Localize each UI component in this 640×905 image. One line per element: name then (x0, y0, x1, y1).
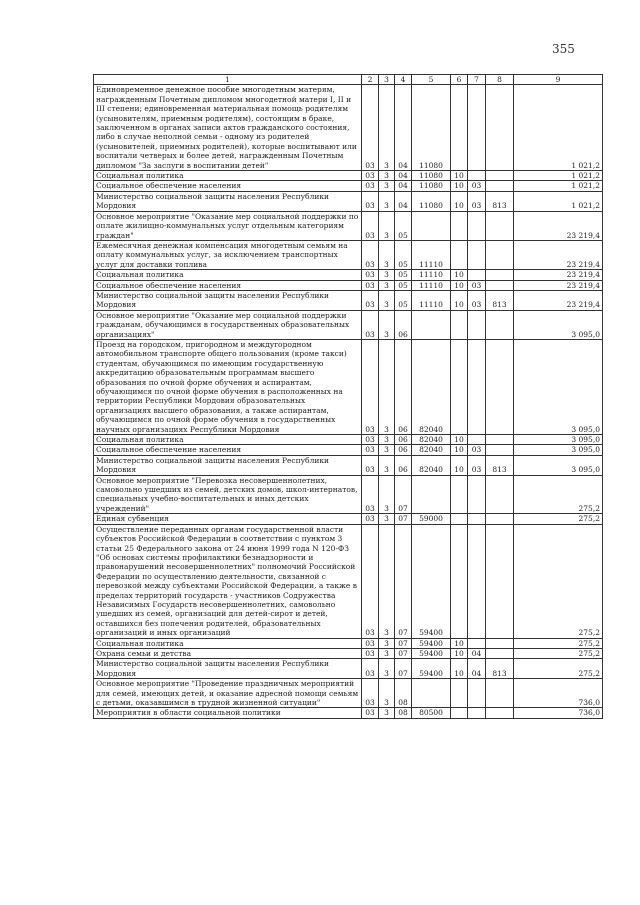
row-code-c8 (486, 524, 514, 638)
row-code-c7: 03 (468, 280, 486, 290)
row-amount: 23 219,4 (514, 270, 603, 280)
table-header-row (94, 75, 603, 85)
row-amount: 23 219,4 (514, 240, 603, 269)
row-code-c6 (451, 524, 468, 638)
row-amount: 1 021,2 (514, 171, 603, 181)
row-name: Единовременное денежное пособие многодетным матерям, награжденным Почетным дипломом многодетной матери I, II и III степени; единовременная материальная помощь родителям (усыновителям, приемным родителям), состоящим в браке, заключенном в органах записи актов гражданского состояния, либо в случае неполной семьи - одному из родителей (усыновителей, приемных родителей), которые воспитывают или воспитали четверых и более детей, награжденным Почетным дипломом "За заслуги в воспитании детей" (94, 85, 362, 171)
row-name: Основное мероприятие "Оказание мер социальной поддержки по оплате жилищно-коммунальных услуг отдельным категориям граждан" (94, 211, 362, 240)
row-amount: 3 095,0 (514, 455, 603, 475)
row-amount: 3 095,0 (514, 310, 603, 339)
row-code-c8 (486, 171, 514, 181)
row-amount: 1 021,2 (514, 181, 603, 191)
row-code-c2: 03 (362, 679, 379, 708)
row-code-c4: 06 (395, 445, 412, 455)
table-row (94, 290, 603, 310)
row-code-c2: 03 (362, 270, 379, 280)
column-header-6: 6 (451, 75, 468, 85)
row-code-c2: 03 (362, 445, 379, 455)
row-code-c8 (486, 638, 514, 648)
row-code-c7 (468, 270, 486, 280)
row-code-c5: 11080 (412, 181, 451, 191)
row-code-c7: 04 (468, 659, 486, 679)
row-code-c5 (412, 211, 451, 240)
row-code-c2: 03 (362, 514, 379, 524)
row-name: Охрана семьи и детства (94, 648, 362, 658)
row-code-c2: 03 (362, 181, 379, 191)
table-row (94, 211, 603, 240)
row-code-c7 (468, 708, 486, 718)
row-code-c5: 80500 (412, 708, 451, 718)
row-code-c8: 813 (486, 290, 514, 310)
row-code-c3: 3 (379, 191, 395, 211)
row-name: Мероприятия в области социальной политики (94, 708, 362, 718)
row-code-c5: 59400 (412, 638, 451, 648)
row-code-c4: 07 (395, 475, 412, 514)
row-code-c3: 3 (379, 211, 395, 240)
row-name: Социальная политика (94, 435, 362, 445)
row-code-c8 (486, 339, 514, 434)
row-code-c7 (468, 310, 486, 339)
row-code-c8 (486, 445, 514, 455)
row-amount: 23 219,4 (514, 290, 603, 310)
row-code-c2: 03 (362, 475, 379, 514)
row-name: Социальное обеспечение населения (94, 280, 362, 290)
row-code-c5: 59400 (412, 659, 451, 679)
row-code-c4: 08 (395, 679, 412, 708)
row-code-c8 (486, 310, 514, 339)
row-amount: 736,0 (514, 708, 603, 718)
row-code-c4: 05 (395, 211, 412, 240)
row-code-c6: 10 (451, 659, 468, 679)
table-row (94, 191, 603, 211)
table-row (94, 270, 603, 280)
row-code-c8 (486, 270, 514, 280)
row-code-c3: 3 (379, 659, 395, 679)
table-row (94, 475, 603, 514)
row-code-c5: 11110 (412, 240, 451, 269)
row-code-c6: 10 (451, 191, 468, 211)
row-name: Министерство социальной защиты населения Республики Мордовия (94, 191, 362, 211)
row-code-c7: 03 (468, 181, 486, 191)
table-row (94, 435, 603, 445)
row-code-c4: 07 (395, 648, 412, 658)
row-code-c8 (486, 475, 514, 514)
row-code-c8: 813 (486, 191, 514, 211)
row-code-c4: 04 (395, 171, 412, 181)
row-code-c6: 10 (451, 455, 468, 475)
row-code-c8 (486, 708, 514, 718)
row-code-c5 (412, 679, 451, 708)
row-code-c5: 82040 (412, 445, 451, 455)
row-code-c6: 10 (451, 270, 468, 280)
row-code-c7: 04 (468, 648, 486, 658)
row-code-c7 (468, 679, 486, 708)
row-name: Осуществление переданных органам государственной власти субъектов Российской Федерации в соответствии с пунктом 3 статьи 25 Федерального закона от 24 июня 1999 года N 120-ФЗ "Об основах системы профилактики безнадзорности и правонарушений несовершеннолетних" полномочий Российской Федерации по осуществлению деятельности, связанной с перевозкой между субъектами Российской Федерации, а также в пределах территорий государств - участников Содружества Независимых Государств несовершеннолетних, самовольно ушедших из семей, организаций для детей-сирот и детей, оставшихся без попечения родителей, образовательных организаций и иных организаций (94, 524, 362, 638)
row-code-c4: 07 (395, 638, 412, 648)
row-code-c3: 3 (379, 339, 395, 434)
table-row (94, 171, 603, 181)
row-code-c3: 3 (379, 171, 395, 181)
row-code-c4: 07 (395, 514, 412, 524)
row-name: Социальная политика (94, 171, 362, 181)
row-code-c7: 03 (468, 455, 486, 475)
page-number: 355 (552, 42, 575, 56)
row-name: Основное мероприятие "Оказание мер социальной поддержки гражданам, обучающимся в государственных образовательных организациях" (94, 310, 362, 339)
row-code-c7 (468, 514, 486, 524)
table-row (94, 455, 603, 475)
row-code-c6 (451, 514, 468, 524)
row-code-c2: 03 (362, 211, 379, 240)
row-code-c8 (486, 211, 514, 240)
row-code-c4: 06 (395, 339, 412, 434)
row-code-c5: 82040 (412, 455, 451, 475)
row-code-c6 (451, 310, 468, 339)
row-code-c8 (486, 280, 514, 290)
row-code-c2: 03 (362, 280, 379, 290)
row-code-c6 (451, 679, 468, 708)
row-code-c6 (451, 211, 468, 240)
row-code-c2: 03 (362, 310, 379, 339)
row-code-c6: 10 (451, 648, 468, 658)
row-code-c2: 03 (362, 708, 379, 718)
row-code-c8 (486, 514, 514, 524)
table-row (94, 240, 603, 269)
row-code-c5 (412, 310, 451, 339)
table-row (94, 638, 603, 648)
row-code-c3: 3 (379, 648, 395, 658)
row-amount: 275,2 (514, 514, 603, 524)
row-amount: 275,2 (514, 524, 603, 638)
row-code-c2: 03 (362, 659, 379, 679)
column-header-3: 3 (379, 75, 395, 85)
row-name: Социальная политика (94, 638, 362, 648)
row-code-c4: 06 (395, 455, 412, 475)
row-code-c4: 07 (395, 659, 412, 679)
row-name: Социальное обеспечение населения (94, 445, 362, 455)
row-code-c5: 82040 (412, 339, 451, 434)
row-name: Министерство социальной защиты населения Республики Мордовия (94, 455, 362, 475)
row-code-c2: 03 (362, 648, 379, 658)
row-code-c3: 3 (379, 310, 395, 339)
row-code-c6: 10 (451, 181, 468, 191)
row-code-c6: 10 (451, 280, 468, 290)
row-code-c2: 03 (362, 524, 379, 638)
table-row (94, 445, 603, 455)
row-code-c5: 11110 (412, 290, 451, 310)
row-code-c4: 04 (395, 85, 412, 171)
row-amount: 275,2 (514, 475, 603, 514)
table-row (94, 85, 603, 171)
row-code-c8 (486, 435, 514, 445)
row-code-c6 (451, 85, 468, 171)
row-amount: 3 095,0 (514, 435, 603, 445)
row-code-c4: 05 (395, 280, 412, 290)
row-code-c8 (486, 648, 514, 658)
row-code-c5: 11110 (412, 280, 451, 290)
row-code-c7 (468, 339, 486, 434)
column-header-5: 5 (412, 75, 451, 85)
column-header-2: 2 (362, 75, 379, 85)
table-body (94, 85, 603, 718)
row-amount: 3 095,0 (514, 445, 603, 455)
row-code-c3: 3 (379, 708, 395, 718)
row-code-c7 (468, 211, 486, 240)
row-code-c6: 10 (451, 445, 468, 455)
table-row (94, 339, 603, 434)
row-code-c4: 05 (395, 240, 412, 269)
row-code-c8 (486, 240, 514, 269)
row-code-c3: 3 (379, 181, 395, 191)
row-code-c7: 03 (468, 445, 486, 455)
row-code-c7 (468, 85, 486, 171)
column-header-1: 1 (94, 75, 362, 85)
row-name: Основное мероприятие "Перевозка несовершеннолетних, самовольно ушедших из семей, детских домов, школ-интернатов, специальных учебно-воспитательных и иных детских учреждений" (94, 475, 362, 514)
row-amount: 23 219,4 (514, 280, 603, 290)
table-row (94, 524, 603, 638)
row-code-c3: 3 (379, 445, 395, 455)
row-code-c5: 11110 (412, 270, 451, 280)
row-code-c8 (486, 679, 514, 708)
table-row (94, 648, 603, 658)
row-name: Основное мероприятие "Проведение праздничных мероприятий для семей, имеющих детей, и оказание адресной помощи семьям с детьми, оказавшимся в трудной жизненной ситуации" (94, 679, 362, 708)
row-code-c2: 03 (362, 85, 379, 171)
row-code-c7 (468, 524, 486, 638)
row-amount: 23 219,4 (514, 211, 603, 240)
column-header-7: 7 (468, 75, 486, 85)
row-code-c4: 05 (395, 270, 412, 280)
row-code-c2: 03 (362, 455, 379, 475)
row-code-c7: 03 (468, 191, 486, 211)
row-code-c3: 3 (379, 514, 395, 524)
table-row (94, 181, 603, 191)
column-header-9: 9 (514, 75, 603, 85)
row-code-c2: 03 (362, 240, 379, 269)
table-row (94, 679, 603, 708)
row-name: Социальное обеспечение населения (94, 181, 362, 191)
row-code-c5: 59400 (412, 524, 451, 638)
row-code-c3: 3 (379, 270, 395, 280)
row-code-c2: 03 (362, 435, 379, 445)
row-code-c3: 3 (379, 85, 395, 171)
row-code-c8 (486, 181, 514, 191)
row-code-c6: 10 (451, 638, 468, 648)
row-code-c5: 11080 (412, 191, 451, 211)
row-code-c2: 03 (362, 290, 379, 310)
row-name: Ежемесячная денежная компенсация многодетным семьям на оплату коммунальных услуг, за исключением транспортных услуг для доставки топлива (94, 240, 362, 269)
row-amount: 275,2 (514, 638, 603, 648)
row-amount: 3 095,0 (514, 339, 603, 434)
column-header-8: 8 (486, 75, 514, 85)
table-row (94, 280, 603, 290)
row-code-c5: 59000 (412, 514, 451, 524)
row-code-c3: 3 (379, 475, 395, 514)
row-code-c5: 11080 (412, 85, 451, 171)
row-code-c4: 07 (395, 524, 412, 638)
row-code-c2: 03 (362, 191, 379, 211)
row-code-c4: 04 (395, 191, 412, 211)
row-amount: 1 021,2 (514, 85, 603, 171)
row-amount: 275,2 (514, 659, 603, 679)
row-code-c5: 59400 (412, 648, 451, 658)
row-code-c6: 10 (451, 435, 468, 445)
row-amount: 1 021,2 (514, 191, 603, 211)
column-header-4: 4 (395, 75, 412, 85)
row-code-c8 (486, 85, 514, 171)
row-code-c8: 813 (486, 659, 514, 679)
row-code-c4: 06 (395, 435, 412, 445)
row-name: Социальная политика (94, 270, 362, 280)
row-code-c2: 03 (362, 339, 379, 434)
row-code-c5: 11080 (412, 171, 451, 181)
row-code-c6 (451, 708, 468, 718)
row-code-c3: 3 (379, 240, 395, 269)
row-code-c3: 3 (379, 638, 395, 648)
row-code-c4: 05 (395, 290, 412, 310)
row-code-c3: 3 (379, 524, 395, 638)
row-code-c6: 10 (451, 290, 468, 310)
row-code-c7 (468, 475, 486, 514)
row-amount: 275,2 (514, 648, 603, 658)
row-name: Министерство социальной защиты населения Республики Мордовия (94, 659, 362, 679)
row-code-c3: 3 (379, 679, 395, 708)
row-code-c2: 03 (362, 638, 379, 648)
table-row (94, 310, 603, 339)
table-row (94, 514, 603, 524)
row-code-c4: 06 (395, 310, 412, 339)
row-amount: 736,0 (514, 679, 603, 708)
row-code-c4: 04 (395, 181, 412, 191)
row-code-c8: 813 (486, 455, 514, 475)
budget-table (93, 74, 603, 719)
row-code-c3: 3 (379, 455, 395, 475)
row-code-c6 (451, 339, 468, 434)
row-code-c5 (412, 475, 451, 514)
row-code-c7 (468, 435, 486, 445)
row-code-c5: 82040 (412, 435, 451, 445)
row-name: Единая субвенция (94, 514, 362, 524)
row-code-c6: 10 (451, 171, 468, 181)
row-code-c2: 03 (362, 171, 379, 181)
row-code-c7 (468, 240, 486, 269)
row-code-c7: 03 (468, 290, 486, 310)
row-code-c3: 3 (379, 435, 395, 445)
row-code-c7 (468, 638, 486, 648)
row-code-c4: 08 (395, 708, 412, 718)
table-row (94, 659, 603, 679)
row-name: Министерство социальной защиты населения Республики Мордовия (94, 290, 362, 310)
table-row (94, 708, 603, 718)
row-name: Проезд на городском, пригородном и междугородном автомобильном транспорте общего пользования (кроме такси) студентам, обучающимся по имеющим государственную аккредитацию образовательным программам высшего образования по очной форме обучения и аспирантам, обучающимся по очной форме обучения в расположенных на территории Республики Мордовия образовательных организациях высшего образования, а также аспирантам, обучающимся по очной форме обучения в государственных научных организациях Республики Мордовия (94, 339, 362, 434)
row-code-c3: 3 (379, 280, 395, 290)
row-code-c6 (451, 475, 468, 514)
row-code-c6 (451, 240, 468, 269)
row-code-c3: 3 (379, 290, 395, 310)
row-code-c7 (468, 171, 486, 181)
